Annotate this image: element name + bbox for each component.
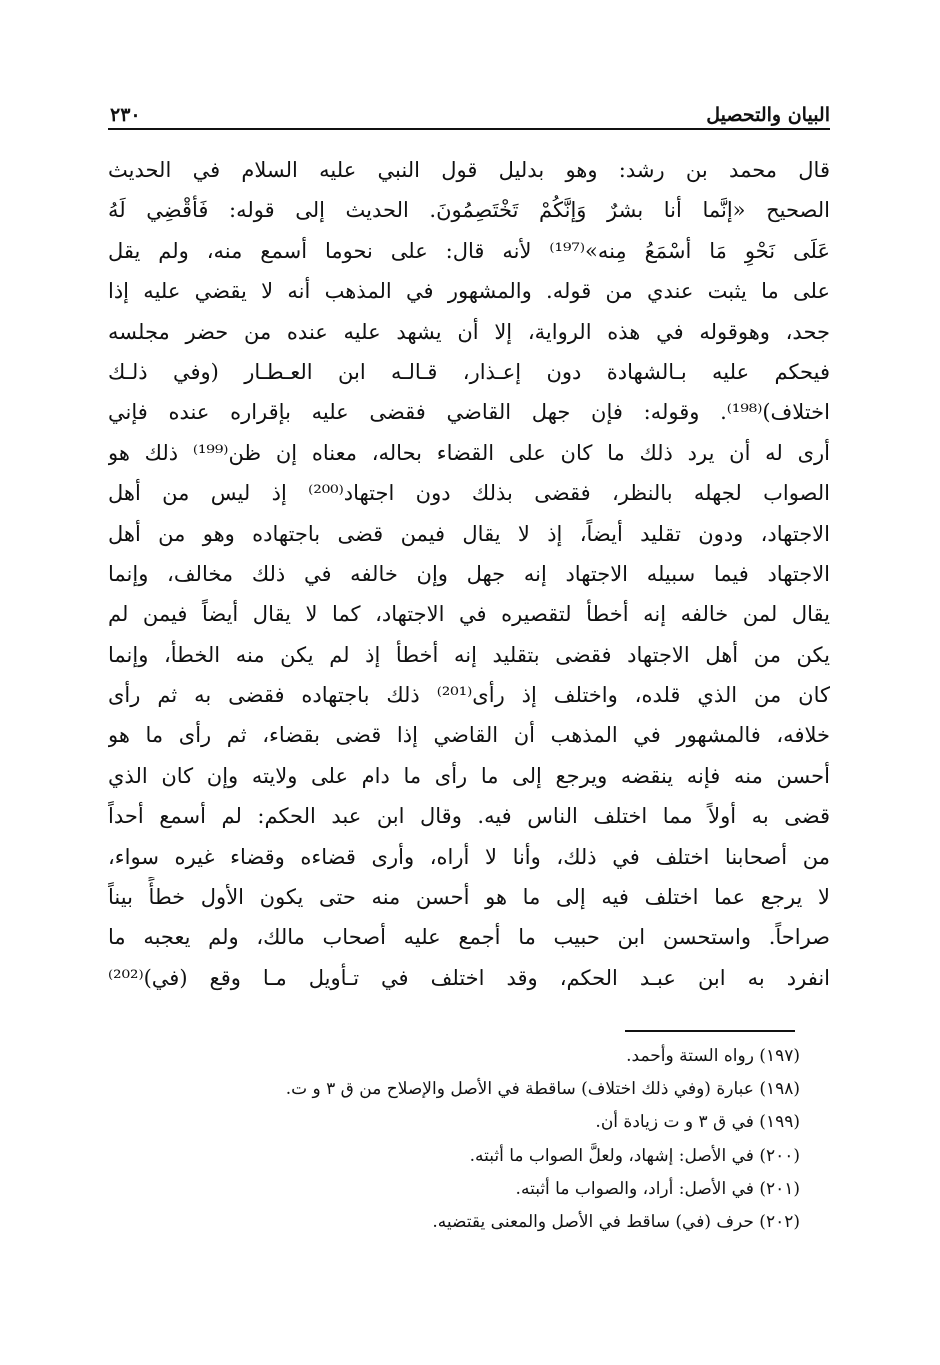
text-line: انفرد به ابن عبـد الحكم، وقد اختلف في تـأويل مـا وقع (في)⁽²⁰²⁾ [108, 965, 830, 990]
text-line: كان من الذي قلده، واختلف إذ رأى⁽²⁰¹⁾ ذلك باجتهاده فقضى به ثم رأى [108, 683, 830, 708]
header-divider [108, 128, 830, 130]
footnote: (١٩٧) رواه الستة وأحمد. [626, 1046, 800, 1066]
text-line: صراحاً. واستحسن ابن حبيب ما أجمع عليه أصحاب مالك، ولم يعجبه ما [108, 925, 830, 950]
footnote: (٢٠٠) في الأصل: إشهاد، ولعلَّ الصواب ما أثبته. [469, 1145, 800, 1166]
running-title: البيان والتحصيل [706, 104, 830, 126]
text-line: يكن من أهل الاجتهاد فقضى بتقليد إنه أخطأ إذ لم يكن منه الخطأ، وإنما [108, 642, 830, 667]
text-line: قال محمد بن رشد: وهو بدليل قول النبي عليه السلام في الحديث [108, 158, 830, 182]
text-line: عَلَى نَحْوِ مَا أسْمَعُ مِنه»⁽¹⁹⁷⁾ لأنه قال: على نحوما أسمع منه، ولم يقل [108, 238, 830, 263]
text-line: على ما يثبت عندي من قوله. والمشهور في المذهب أنه لا يقضي عليه إذا [108, 279, 830, 304]
main-text [108, 150, 830, 998]
text-line: لا يرجع عما اختلف فيه إلى ما هو أحسن منه حتى يكون الأول خطأً بيناً [108, 885, 830, 910]
footnote: (١٩٩) في ق ٣ و ت زيادة أن. [595, 1112, 800, 1133]
text-line: الصواب لجهله بالنظر، فقضى بذلك دون اجتهاد⁽²⁰⁰⁾ إذ ليس من أهل [108, 481, 830, 506]
footnotes [108, 1040, 800, 1239]
text-line: الاجتهاد فيما سبيله الاجتهاد إنه جهل وإن خالفه في ذلك مخالف، وإنما [108, 561, 830, 586]
text-line: قضى به أولاً مما اختلف الناس فيه. وقال ابن عبد الحكم: لم أسمع أحداً [108, 804, 830, 829]
text-line: يقال لمن خالفه إنه أخطأ لتقصيره في الاجتهاد، كما لا يقال أيضاً فيمن لم [108, 602, 830, 627]
footnote-divider [625, 1030, 795, 1032]
page-header [110, 92, 830, 126]
text-line: جحد، وهوقوله في هذه الرواية، إلا أن يشهد عليه عنده من حضر مجلسه [108, 319, 830, 344]
text-line: من أصحابنا اختلف في ذلك، وأنا لا أراه، وأرى قضاءه وقضاء غيره سواء، [108, 844, 830, 869]
text-line: الاجتهاد، ودون تقليد أيضاً، إذ لا يقال فيمن قضى باجتهاده وهو من أهل [108, 521, 830, 546]
footnote: (٢٠٢) حرف (في) ساقط في الأصل والمعنى يقتضيه. [432, 1212, 800, 1233]
text-line: الصحيح «إنَّما أنا بشرٌ وَإنَّكُمْ تَخْتَصِمُونَ. الحديث إلى قوله: فَأقْضِي لَهُ [108, 198, 830, 223]
text-line: أحسن منه فإنه ينقضه ويرجع إلى ما رأى ما دام على ولايته وإن كان الذي [108, 763, 830, 788]
text-line: خلافه، فالمشهور في المذهب أن القاضي إذا قضى بقضاء، ثم رأى ما هو [108, 723, 830, 748]
footnote: (٢٠١) في الأصل: أراد، والصواب ما أثبته. [515, 1178, 800, 1199]
text-line: اختلاف)⁽¹⁹⁸⁾. وقوله: فإن جهل القاضي فقضى عليه بإقراره عنده فإني [108, 400, 830, 425]
text-line: فيحكم عليه بـالشهادة دون إعـذار، قـالـه ابن العـطـار (وفي ذلـك [108, 359, 830, 384]
text-line: أرى له أن يرد ذلك ما كان على القضاء بحاله، معناه إن ظن⁽¹⁹⁹⁾ ذلك هو [108, 440, 830, 465]
page-number: ٢٣٠ [110, 104, 141, 126]
footnote: (١٩٨) عبارة (وفي ذلك اختلاف) ساقطة في الأصل والإصلاح من ق ٣ و ت. [285, 1079, 800, 1100]
